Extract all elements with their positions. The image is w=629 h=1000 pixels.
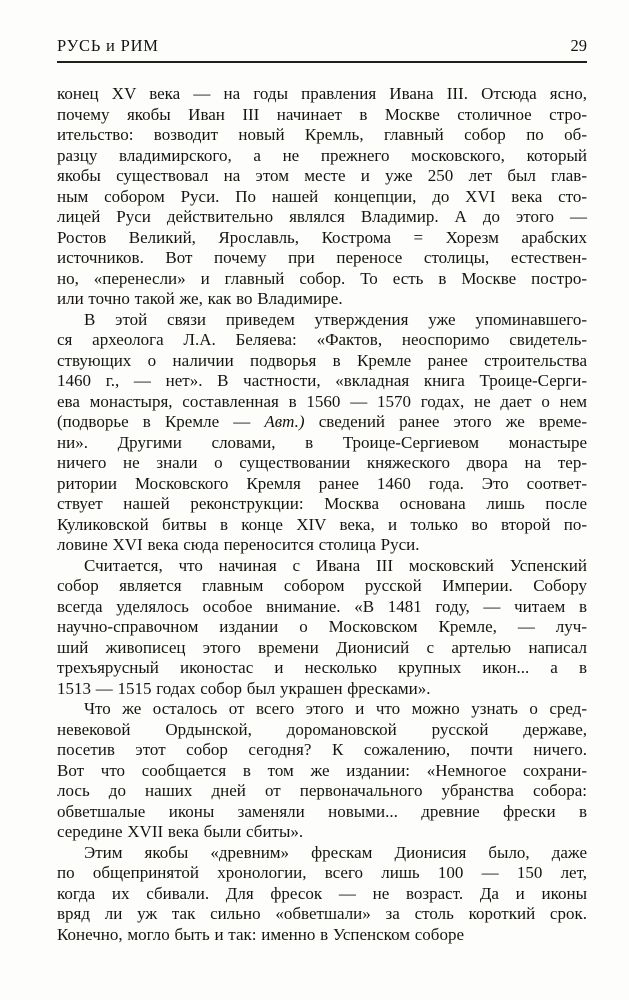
text-line: лось до наших дней от первоначального убранства собора: (57, 781, 587, 800)
text-line: Ростов Великий, Ярославль, Кострома = Хорезм арабских (57, 227, 587, 247)
text-line (57, 412, 587, 433)
text-line: по общепринятой хронологии, всего лишь 100 — 150 лет, (57, 863, 587, 882)
text-block (57, 84, 587, 945)
paragraph (57, 556, 587, 700)
text-line: или точно такой же, как во Владимире. (57, 289, 343, 308)
text-line: ствует нашей реконструкции: Москва основана лишь после (57, 494, 587, 513)
text-line: но, «перенесли» и главный собор. То есть в Москве постро- (57, 268, 587, 288)
paragraph (57, 310, 587, 556)
author-note-italic: Авт.) (264, 412, 305, 431)
text-line: ся археолога Л.А. Беляева: «Фактов, неоспоримо свидетель- (57, 330, 587, 349)
text-segment: сведений ранее этого же време- (304, 412, 588, 431)
text-line: невековой Ордынской, доромановской русской державе, (57, 719, 587, 739)
text-line: ствующих о наличии подворья в Кремле ранее строительства (57, 350, 587, 370)
text-line: посетив этот собор сегодня? К сожалению, почти ничего. (57, 740, 587, 759)
text-line: ший живописец этого времени Дионисий с артелью написал (57, 637, 587, 657)
text-line: ритории Московского Кремля ранее 1460 года. Это соответ- (57, 473, 587, 493)
page-number: 29 (570, 36, 587, 55)
text-line: Вот что сообщается в том же издании: «Немногое сохрани- (57, 760, 587, 780)
text-line: 1513 — 1515 годах собор был украшен фресками». (57, 678, 431, 698)
text-line: обветшалые иконы заменяли новыми... древние фрески в (57, 801, 587, 821)
text-line: середине XVII века были сбиты». (57, 822, 304, 841)
paragraph (57, 699, 587, 843)
text-line: ничего не знали о существовании княжеского двора на тер- (57, 453, 587, 472)
text-segment: (подворье в Кремле — (57, 412, 265, 431)
paragraph (57, 843, 587, 946)
text-line: почему якобы Иван III начинает в Москве столичное стро- (57, 104, 587, 124)
text-line: ни». Другими словами, в Троице-Сергиевом монастыре (57, 432, 587, 452)
text-line: якобы существовал на этом месте и уже 250 лет был глав- (57, 166, 587, 185)
text-line: Конечно, могло быть и так: именно в Успенском соборе (57, 924, 464, 944)
text-line: Куликовской битвы в конце XIV века, и только во второй по- (57, 514, 587, 534)
text-line: научно-справочном издании о Московском Кремле, — луч- (57, 617, 587, 636)
text-line: трехъярусный иконостас и несколько крупных икон... а в (57, 658, 587, 677)
text-line: В этой связи приведем утверждения уже упоминавшего- (84, 309, 587, 329)
paragraph (57, 84, 587, 310)
text-line: разцу владимирского, а не прежнего московского, который (57, 145, 587, 165)
text-line: ева монастыря, составленная в 1560 — 1570 годах, не дает о нем (57, 391, 587, 411)
text-line: всегда уделялось особое внимание. «В 1481 году, — читаем в (57, 596, 587, 616)
text-line: Считается, что начиная с Ивана III московский Успенский (84, 555, 587, 575)
text-line: ительство: возводит новый Кремль, главный собор по об- (57, 125, 587, 144)
text-line: Что же осталось от всего этого и что можно узнать о сред- (84, 699, 587, 718)
running-title: РУСЬ и РИМ (57, 36, 159, 55)
running-head (57, 36, 587, 63)
text-line: вряд ли уж так сильно «обветшали» за столь короткий срок. (57, 904, 587, 923)
text-line: 1460 г., — нет». В частности, «вкладная книга Троице-Серги- (57, 371, 587, 390)
text-line: Этим якобы «древним» фрескам Дионисия было, даже (84, 842, 587, 862)
text-line: конец XV века — на годы правления Ивана III. Отсюда ясно, (57, 84, 587, 103)
text-line: лицей Руси действительно являлся Владимир. А до этого — (57, 207, 587, 226)
text-line: ловине XVI века сюда переносится столица Руси. (57, 535, 420, 554)
text-line: собор является главным собором русской Империи. Собору (57, 576, 587, 595)
text-line: когда их сбивали. Для фресок — не возраст. Да и иконы (57, 883, 587, 903)
text-line: ным собором Руси. По нашей концепции, до XVI века сто- (57, 186, 587, 206)
text-line: источников. Вот почему при переносе столицы, естествен- (57, 248, 587, 267)
